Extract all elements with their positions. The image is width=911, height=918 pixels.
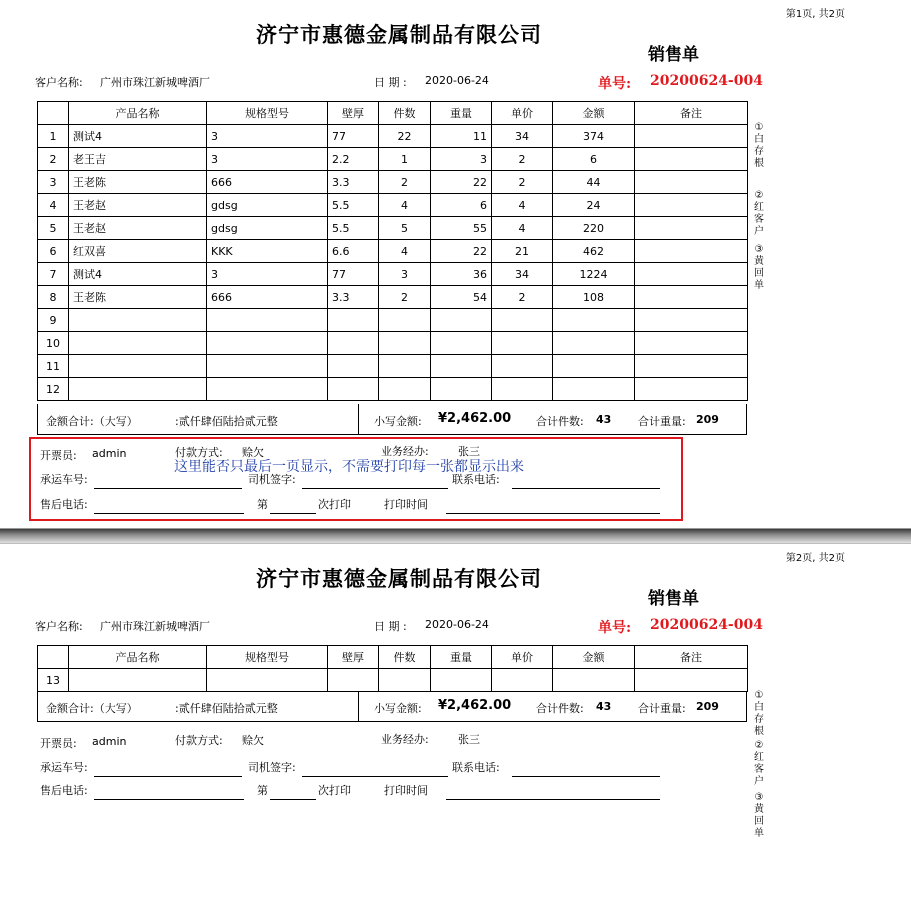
cell-weight: 36 bbox=[431, 263, 492, 286]
cell-spec: 3 bbox=[207, 148, 328, 171]
cell-amount: 462 bbox=[553, 240, 635, 263]
cell-price bbox=[492, 378, 553, 401]
customer-name: 广州市珠江新城啤酒厂 bbox=[100, 76, 210, 89]
payment-label: 付款方式: bbox=[175, 734, 223, 747]
table-row bbox=[38, 263, 748, 286]
copy-label-yellow: ③黄回单 bbox=[754, 792, 764, 839]
table-header-row bbox=[38, 646, 748, 669]
payment-label: 付款方式: bbox=[175, 446, 223, 459]
cell-thick bbox=[328, 309, 379, 332]
cell-amount: 44 bbox=[553, 171, 635, 194]
document-type: 销售单 bbox=[648, 45, 699, 65]
copy-label-red: ②红客户 bbox=[754, 190, 764, 237]
cell-name bbox=[69, 332, 207, 355]
after-sales-label: 售后电话: bbox=[40, 498, 88, 511]
print-time-label: 打印时间 bbox=[384, 784, 428, 797]
print-nth-label: 第 bbox=[257, 498, 268, 511]
cell-amount bbox=[553, 669, 635, 692]
cell-price: 2 bbox=[492, 148, 553, 171]
cell-name: 王老赵 bbox=[69, 194, 207, 217]
cell-qty: 4 bbox=[379, 194, 431, 217]
cell-thick: 3.3 bbox=[328, 286, 379, 309]
cell-price: 4 bbox=[492, 194, 553, 217]
highlight-box bbox=[29, 437, 683, 521]
payment: 赊欠 bbox=[242, 734, 264, 747]
print-count-line bbox=[270, 781, 316, 800]
cell-amount: 374 bbox=[553, 125, 635, 148]
cell-no: 1 bbox=[38, 125, 69, 148]
items-table bbox=[37, 645, 748, 692]
column-header: 件数 bbox=[379, 646, 431, 669]
cell-name: 测试4 bbox=[69, 125, 207, 148]
table-row bbox=[38, 355, 748, 378]
date-label: 日 期 : bbox=[374, 620, 407, 633]
company-title: 济宁市惠德金属制品有限公司 bbox=[256, 22, 542, 47]
amount-small: ¥2,462.00 bbox=[438, 698, 512, 713]
cell-spec: 3 bbox=[207, 263, 328, 286]
column-header: 备注 bbox=[635, 102, 748, 125]
cell-price bbox=[492, 332, 553, 355]
cell-price: 2 bbox=[492, 286, 553, 309]
copy-label-red: ②红客户 bbox=[754, 740, 764, 787]
company-title: 济宁市惠德金属制品有限公司 bbox=[256, 566, 542, 591]
print-nth-label: 第 bbox=[257, 784, 268, 797]
cell-amount: 108 bbox=[553, 286, 635, 309]
cell-weight bbox=[431, 332, 492, 355]
copy-label-yellow: ③黄回单 bbox=[754, 244, 764, 291]
cell-spec bbox=[207, 309, 328, 332]
cell-weight: 22 bbox=[431, 240, 492, 263]
total-count-label: 合计件数: bbox=[536, 415, 584, 428]
cell-thick bbox=[328, 355, 379, 378]
annotation-text: 这里能否只最后一页显示，不需要打印每一张都显示出来 bbox=[174, 459, 524, 475]
cell-price: 21 bbox=[492, 240, 553, 263]
amount-small-label: 小写金额: bbox=[374, 702, 422, 715]
manager: 张三 bbox=[458, 445, 480, 458]
cell-thick: 2.2 bbox=[328, 148, 379, 171]
vehicle-label: 承运车号: bbox=[40, 761, 88, 774]
cell-note bbox=[635, 263, 748, 286]
cell-note bbox=[635, 332, 748, 355]
order-number-label: 单号: bbox=[598, 620, 632, 636]
cell-name: 老王吉 bbox=[69, 148, 207, 171]
cell-amount bbox=[553, 355, 635, 378]
cell-no: 8 bbox=[38, 286, 69, 309]
amount-words-label: 金额合计:（大写） bbox=[46, 702, 138, 715]
cell-qty: 4 bbox=[379, 240, 431, 263]
manager-label: 业务经办: bbox=[381, 445, 429, 458]
cell-weight: 3 bbox=[431, 148, 492, 171]
cell-no: 7 bbox=[38, 263, 69, 286]
customer-name: 广州市珠江新城啤酒厂 bbox=[100, 620, 210, 633]
cell-thick: 5.5 bbox=[328, 217, 379, 240]
cell-qty bbox=[379, 332, 431, 355]
total-weight-label: 合计重量: bbox=[638, 415, 686, 428]
cell-note bbox=[635, 217, 748, 240]
cell-thick: 5.5 bbox=[328, 194, 379, 217]
date-value: 2020-06-24 bbox=[425, 74, 489, 87]
cell-name: 王老陈 bbox=[69, 286, 207, 309]
date-label: 日 期 : bbox=[374, 76, 407, 89]
cell-note bbox=[635, 669, 748, 692]
copy-label-white: ①白存根 bbox=[754, 122, 764, 169]
cell-price: 4 bbox=[492, 217, 553, 240]
total-count-label: 合计件数: bbox=[536, 702, 584, 715]
cell-amount bbox=[553, 309, 635, 332]
cell-no: 13 bbox=[38, 669, 69, 692]
cell-qty bbox=[379, 309, 431, 332]
cell-spec: 3 bbox=[207, 125, 328, 148]
cell-name bbox=[69, 669, 207, 692]
payment: 赊欠 bbox=[242, 446, 264, 459]
column-header: 件数 bbox=[379, 102, 431, 125]
table-row bbox=[38, 217, 748, 240]
cell-name: 红双喜 bbox=[69, 240, 207, 263]
table-row bbox=[38, 194, 748, 217]
column-header: 重量 bbox=[431, 646, 492, 669]
cell-qty bbox=[379, 669, 431, 692]
cell-thick: 6.6 bbox=[328, 240, 379, 263]
cell-no: 12 bbox=[38, 378, 69, 401]
print-time-line bbox=[446, 781, 660, 800]
column-header: 单价 bbox=[492, 102, 553, 125]
amount-words: :贰仟肆佰陆拾贰元整 bbox=[175, 415, 278, 428]
cell-no: 4 bbox=[38, 194, 69, 217]
cell-weight bbox=[431, 309, 492, 332]
cell-note bbox=[635, 171, 748, 194]
totals-bar bbox=[37, 404, 747, 435]
customer-label: 客户名称: bbox=[35, 620, 83, 633]
cell-price: 34 bbox=[492, 263, 553, 286]
items-table bbox=[37, 101, 748, 401]
cell-no: 2 bbox=[38, 148, 69, 171]
cell-weight bbox=[431, 669, 492, 692]
cell-thick bbox=[328, 378, 379, 401]
issuer: admin bbox=[92, 447, 127, 460]
cell-amount bbox=[553, 332, 635, 355]
order-number: 20200624-004 bbox=[650, 617, 763, 633]
column-header: 产品名称 bbox=[69, 646, 207, 669]
cell-amount bbox=[553, 378, 635, 401]
column-header: 壁厚 bbox=[328, 646, 379, 669]
cell-price: 34 bbox=[492, 125, 553, 148]
copy-label-white: ①白存根 bbox=[754, 690, 764, 737]
cell-thick: 3.3 bbox=[328, 171, 379, 194]
column-header-index bbox=[38, 102, 69, 125]
cell-spec: gdsg bbox=[207, 194, 328, 217]
total-count: 43 bbox=[596, 700, 612, 713]
table-row bbox=[38, 332, 748, 355]
table-row bbox=[38, 240, 748, 263]
contact-label: 联系电话: bbox=[452, 473, 500, 486]
issuer-label: 开票员: bbox=[40, 449, 77, 462]
cell-qty bbox=[379, 378, 431, 401]
cell-weight: 55 bbox=[431, 217, 492, 240]
cell-spec bbox=[207, 669, 328, 692]
vehicle-label: 承运车号: bbox=[40, 473, 88, 486]
after-sales-label: 售后电话: bbox=[40, 784, 88, 797]
table-row bbox=[38, 171, 748, 194]
driver-label: 司机签字: bbox=[248, 761, 296, 774]
cell-no: 11 bbox=[38, 355, 69, 378]
driver-line bbox=[302, 758, 448, 777]
issuer: admin bbox=[92, 735, 127, 748]
cell-spec bbox=[207, 355, 328, 378]
print-time-label: 打印时间 bbox=[384, 498, 428, 511]
page-separator bbox=[0, 529, 911, 543]
cell-name bbox=[69, 309, 207, 332]
amount-small: ¥2,462.00 bbox=[438, 411, 512, 426]
totals-bar bbox=[37, 691, 747, 722]
cell-name: 王老陈 bbox=[69, 171, 207, 194]
cell-spec: KKK bbox=[207, 240, 328, 263]
cell-qty: 5 bbox=[379, 217, 431, 240]
cell-qty: 2 bbox=[379, 286, 431, 309]
cell-note bbox=[635, 286, 748, 309]
cell-note bbox=[635, 125, 748, 148]
vehicle-line bbox=[94, 758, 242, 777]
cell-name bbox=[69, 355, 207, 378]
cell-weight bbox=[431, 355, 492, 378]
column-header: 备注 bbox=[635, 646, 748, 669]
issuer-label: 开票员: bbox=[40, 737, 77, 750]
cell-qty: 22 bbox=[379, 125, 431, 148]
driver-label: 司机签字: bbox=[248, 473, 296, 486]
customer-label: 客户名称: bbox=[35, 76, 83, 89]
total-weight: 209 bbox=[696, 413, 719, 426]
cell-weight: 22 bbox=[431, 171, 492, 194]
cell-spec bbox=[207, 332, 328, 355]
manager: 张三 bbox=[458, 733, 480, 746]
cell-name: 测试4 bbox=[69, 263, 207, 286]
cell-no: 6 bbox=[38, 240, 69, 263]
column-header-index bbox=[38, 646, 69, 669]
cell-amount: 220 bbox=[553, 217, 635, 240]
column-header: 产品名称 bbox=[69, 102, 207, 125]
cell-note bbox=[635, 378, 748, 401]
cell-note bbox=[635, 309, 748, 332]
cell-no: 3 bbox=[38, 171, 69, 194]
print-page-2 bbox=[0, 543, 911, 918]
manager-label: 业务经办: bbox=[381, 733, 429, 746]
print-times-label: 次打印 bbox=[318, 784, 351, 797]
order-number: 20200624-004 bbox=[650, 73, 763, 89]
cell-qty: 3 bbox=[379, 263, 431, 286]
page-indicator: 第1页, 共2页 bbox=[785, 9, 845, 20]
amount-words: :贰仟肆佰陆拾贰元整 bbox=[175, 702, 278, 715]
page-indicator: 第2页, 共2页 bbox=[785, 553, 845, 564]
total-weight-label: 合计重量: bbox=[638, 702, 686, 715]
cell-name: 王老赵 bbox=[69, 217, 207, 240]
column-header: 规格型号 bbox=[207, 646, 328, 669]
cell-amount: 1224 bbox=[553, 263, 635, 286]
order-number-label: 单号: bbox=[598, 76, 632, 92]
table-row bbox=[38, 148, 748, 171]
amount-small-label: 小写金额: bbox=[374, 415, 422, 428]
cell-price bbox=[492, 309, 553, 332]
column-header: 金额 bbox=[553, 646, 635, 669]
cell-spec: 666 bbox=[207, 171, 328, 194]
cell-qty: 2 bbox=[379, 171, 431, 194]
cell-weight: 54 bbox=[431, 286, 492, 309]
contact-line bbox=[512, 758, 660, 777]
contact-label: 联系电话: bbox=[452, 761, 500, 774]
date-value: 2020-06-24 bbox=[425, 618, 489, 631]
table-row bbox=[38, 669, 748, 692]
cell-no: 10 bbox=[38, 332, 69, 355]
document-type: 销售单 bbox=[648, 589, 699, 609]
total-count: 43 bbox=[596, 413, 612, 426]
cell-spec: 666 bbox=[207, 286, 328, 309]
table-row bbox=[38, 286, 748, 309]
cell-spec: gdsg bbox=[207, 217, 328, 240]
after-sales-line bbox=[94, 781, 244, 800]
cell-qty bbox=[379, 355, 431, 378]
print-times-label: 次打印 bbox=[318, 498, 351, 511]
table-row bbox=[38, 309, 748, 332]
cell-note bbox=[635, 355, 748, 378]
cell-note bbox=[635, 240, 748, 263]
cell-note bbox=[635, 194, 748, 217]
cell-amount: 24 bbox=[553, 194, 635, 217]
column-header: 单价 bbox=[492, 646, 553, 669]
amount-words-label: 金额合计:（大写） bbox=[46, 415, 138, 428]
cell-no: 9 bbox=[38, 309, 69, 332]
cell-name bbox=[69, 378, 207, 401]
total-weight: 209 bbox=[696, 700, 719, 713]
cell-no: 5 bbox=[38, 217, 69, 240]
cell-thick bbox=[328, 332, 379, 355]
cell-amount: 6 bbox=[553, 148, 635, 171]
cell-thick: 77 bbox=[328, 125, 379, 148]
column-header: 规格型号 bbox=[207, 102, 328, 125]
cell-weight bbox=[431, 378, 492, 401]
cell-weight: 6 bbox=[431, 194, 492, 217]
cell-thick: 77 bbox=[328, 263, 379, 286]
cell-spec bbox=[207, 378, 328, 401]
cell-note bbox=[635, 148, 748, 171]
cell-price: 2 bbox=[492, 171, 553, 194]
column-header: 金额 bbox=[553, 102, 635, 125]
cell-weight: 11 bbox=[431, 125, 492, 148]
table-header-row bbox=[38, 102, 748, 125]
cell-price bbox=[492, 355, 553, 378]
column-header: 壁厚 bbox=[328, 102, 379, 125]
cell-thick bbox=[328, 669, 379, 692]
column-header: 重量 bbox=[431, 102, 492, 125]
cell-qty: 1 bbox=[379, 148, 431, 171]
table-row bbox=[38, 125, 748, 148]
table-row bbox=[38, 378, 748, 401]
cell-price bbox=[492, 669, 553, 692]
